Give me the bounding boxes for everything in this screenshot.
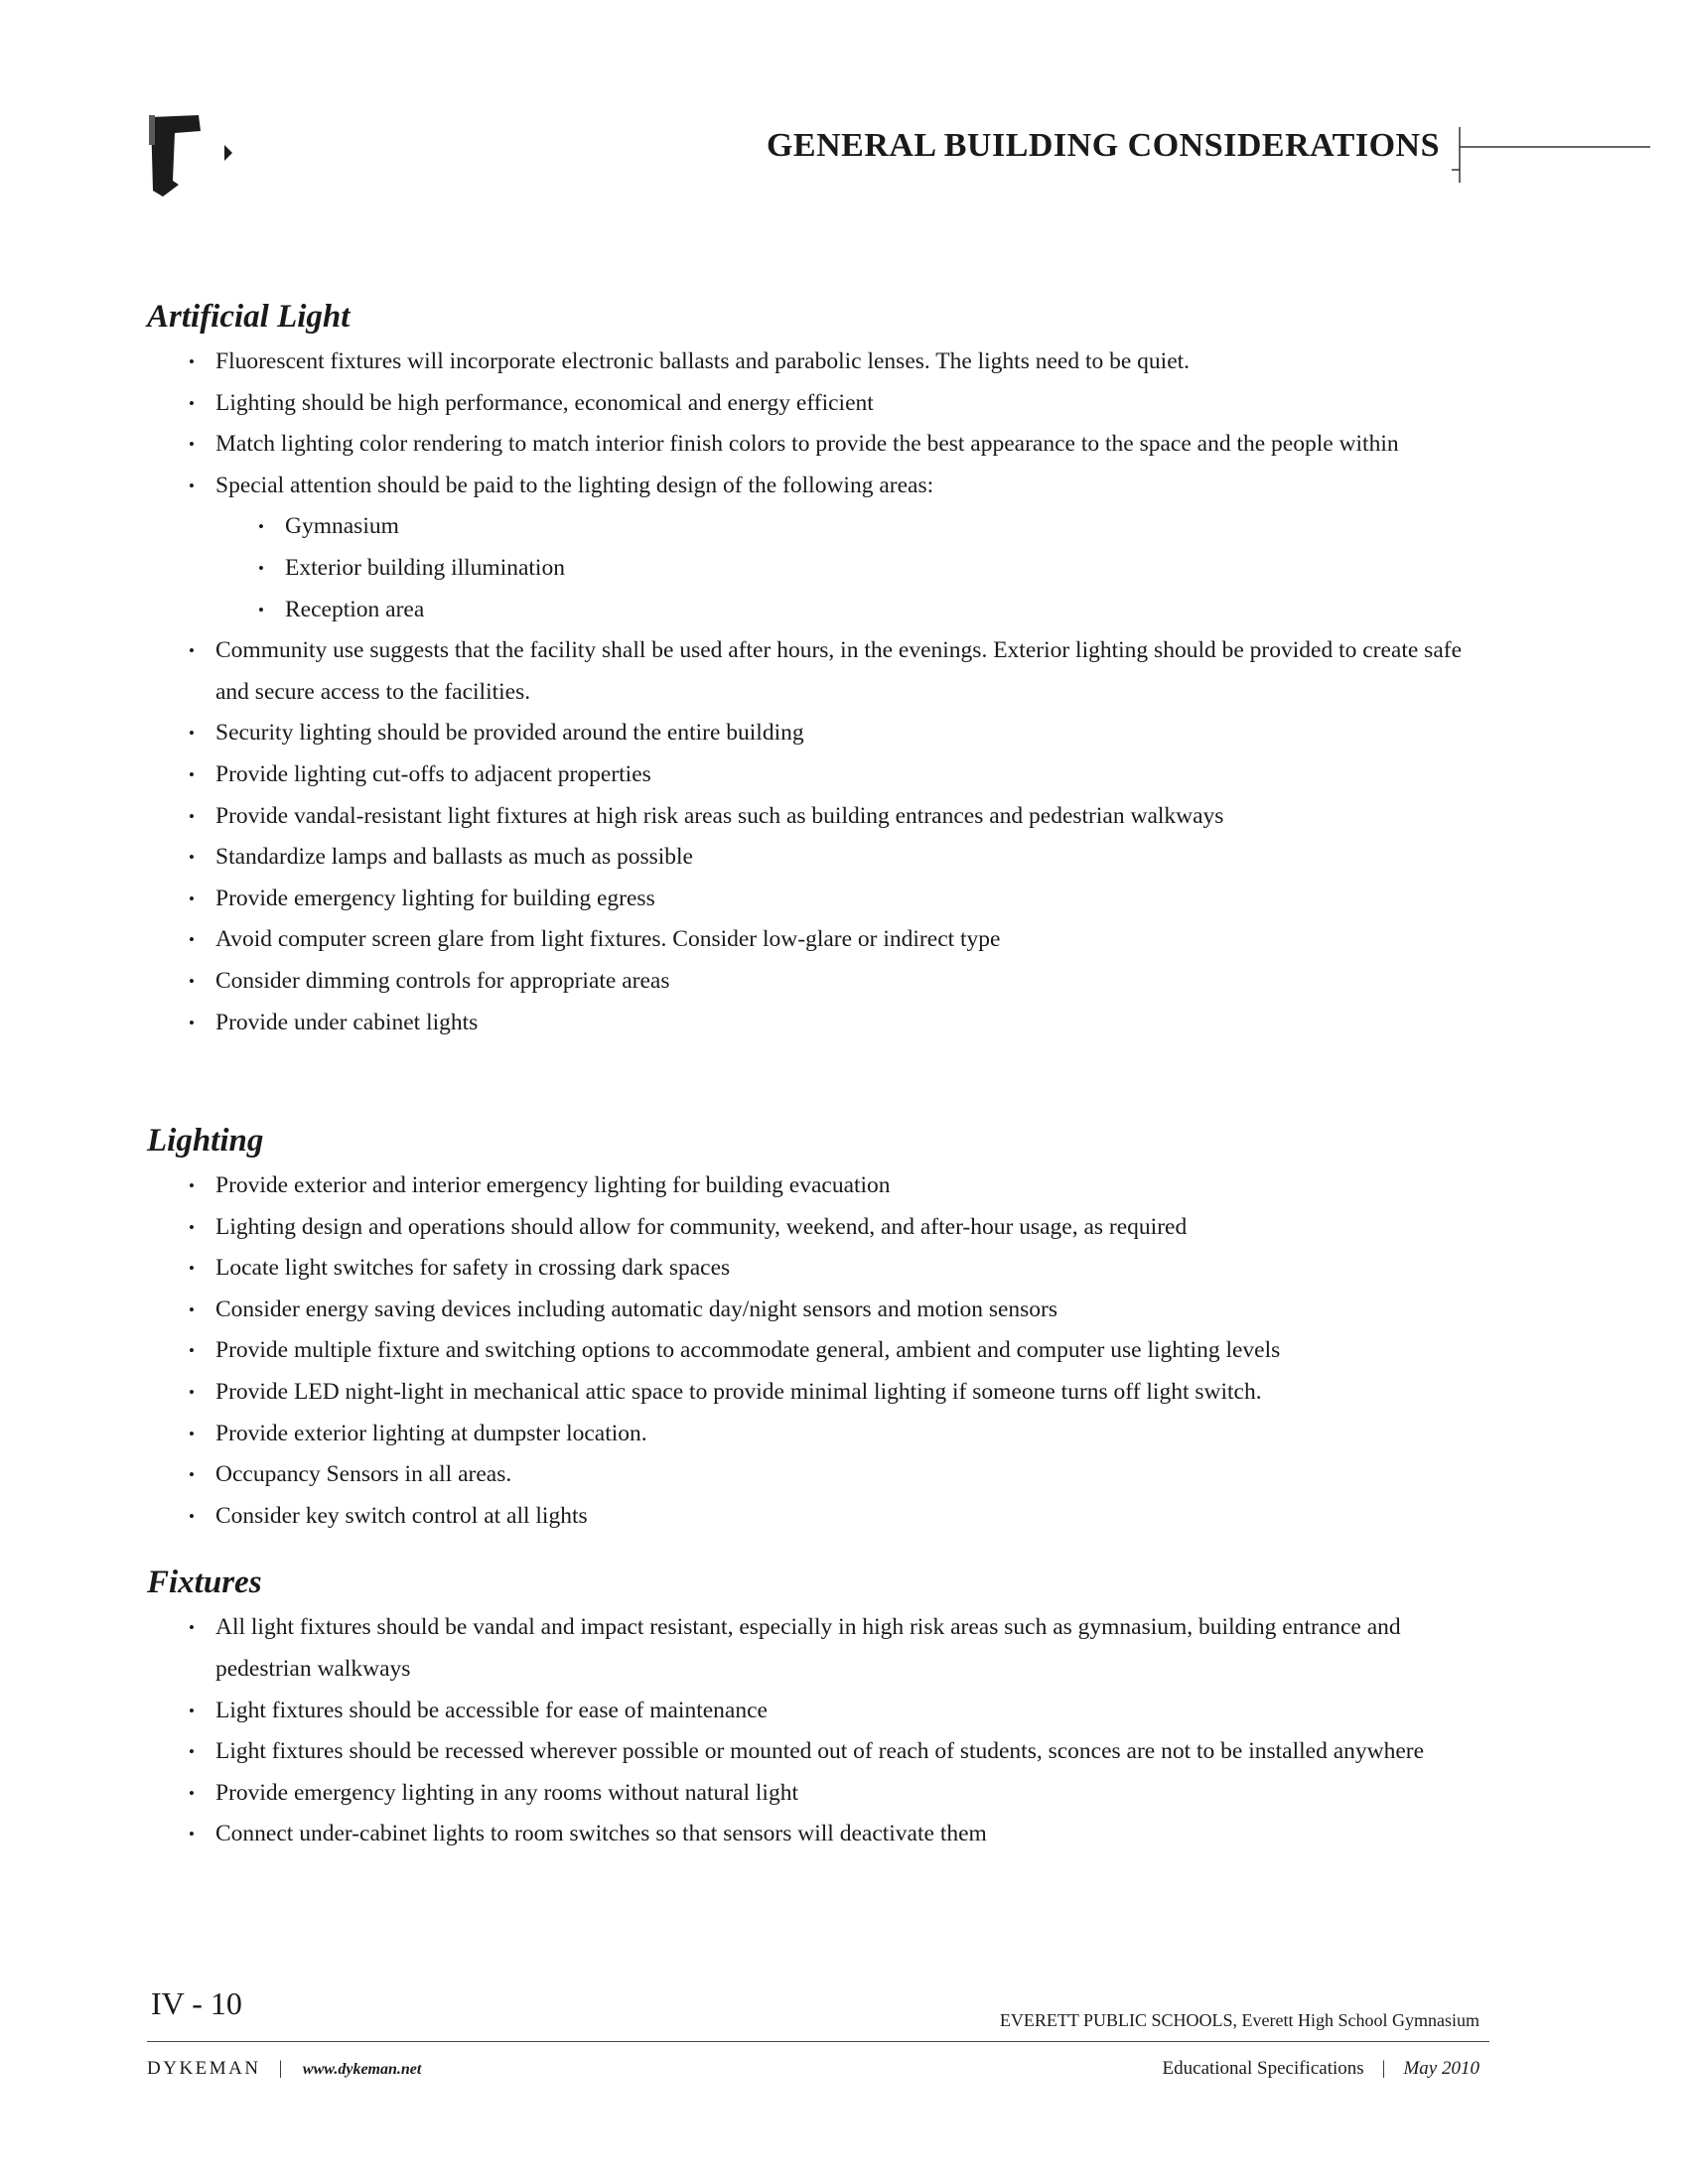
bullet-list bbox=[147, 1165, 1497, 1537]
list-item: • Provide emergency lighting for building egress bbox=[189, 879, 1497, 920]
list-item: • Provide vandal-resistant light fixtures at high risk areas such as building entrances and pedestrian walkways bbox=[189, 796, 1497, 838]
list-item: • Locate light switches for safety in crossing dark spaces bbox=[189, 1248, 1497, 1290]
list-item: • All light fixtures should be vandal and impact resistant, especially in high risk areas such as gymnasium, building entrance and pedestrian walkways bbox=[189, 1607, 1497, 1690]
dykeman-logo-icon bbox=[145, 111, 254, 203]
footer-divider bbox=[147, 2041, 1489, 2042]
firm-name: DYKEMAN bbox=[147, 2058, 261, 2079]
firm-url: www.dykeman.net bbox=[302, 2061, 422, 2078]
bullet-list bbox=[147, 630, 1497, 1043]
footer-firm bbox=[147, 2058, 421, 2080]
sub-list-item: • Exterior building illumination bbox=[258, 548, 1497, 590]
list-item: • Provide LED night-light in mechanical attic space to provide minimal lighting if someone turns off light switch. bbox=[189, 1372, 1497, 1414]
list-item: • Connect under-cabinet lights to room switches so that sensors will deactivate them bbox=[189, 1814, 1497, 1855]
list-item: • Lighting should be high performance, economical and energy efficient bbox=[189, 383, 1497, 425]
footer-document-info bbox=[1163, 2058, 1479, 2080]
section-artificial-light bbox=[147, 296, 1497, 1043]
bullet-list bbox=[147, 341, 1497, 506]
section-lighting bbox=[147, 1120, 1497, 1537]
list-item: • Consider energy saving devices including automatic day/night sensors and motion sensors bbox=[189, 1290, 1497, 1331]
sub-list-item: • Gymnasium bbox=[258, 506, 1497, 548]
list-item: • Community use suggests that the facility shall be used after hours, in the evenings. Exterior lighting should be provided to create safe and secure access to the facilities. bbox=[189, 630, 1497, 713]
list-item: • Occupancy Sensors in all areas. bbox=[189, 1454, 1497, 1496]
footer-project-name: EVERETT PUBLIC SCHOOLS, Everett High School Gymnasium bbox=[999, 2010, 1479, 2030]
list-item: • Provide multiple fixture and switching options to accommodate general, ambient and computer use lighting levels bbox=[189, 1330, 1497, 1372]
list-item: • Provide exterior lighting at dumpster location. bbox=[189, 1414, 1497, 1455]
list-item: • Provide exterior and interior emergency lighting for building evacuation bbox=[189, 1165, 1497, 1207]
footer-separator: | bbox=[1381, 2058, 1386, 2079]
list-item: • Avoid computer screen glare from light fixtures. Consider low-glare or indirect type bbox=[189, 919, 1497, 961]
footer-separator: | bbox=[278, 2058, 285, 2079]
list-item: • Match lighting color rendering to match interior finish colors to provide the best appearance to the space and the people within bbox=[189, 424, 1497, 466]
document-date: May 2010 bbox=[1403, 2058, 1479, 2079]
header-rule-mark bbox=[1452, 127, 1650, 187]
list-item: • Lighting design and operations should allow for community, weekend, and after-hour usage, as required bbox=[189, 1207, 1497, 1249]
section-heading: Artificial Light bbox=[147, 299, 351, 335]
document-body bbox=[147, 296, 1497, 1855]
document-title: Educational Specifications bbox=[1162, 2058, 1364, 2079]
section-heading: Fixtures bbox=[147, 1565, 262, 1601]
list-item: • Fluorescent fixtures will incorporate electronic ballasts and parabolic lenses. The lights need to be quiet. bbox=[189, 341, 1497, 383]
section-heading: Lighting bbox=[147, 1123, 264, 1160]
page-number: IV - 10 bbox=[151, 1985, 242, 2021]
page-title: GENERAL BUILDING CONSIDERATIONS bbox=[766, 127, 1440, 164]
list-item: • Provide under cabinet lights bbox=[189, 1003, 1497, 1044]
bullet-list bbox=[147, 1607, 1497, 1855]
list-item: • Special attention should be paid to the lighting design of the following areas: bbox=[189, 466, 1497, 507]
sub-bullet-list bbox=[147, 506, 1497, 630]
list-item: • Security lighting should be provided around the entire building bbox=[189, 713, 1497, 754]
list-item: • Light fixtures should be recessed wherever possible or mounted out of reach of students, sconces are not to be installed anywhere bbox=[189, 1731, 1497, 1773]
list-item: • Provide emergency lighting in any rooms without natural light bbox=[189, 1773, 1497, 1815]
list-item: • Consider dimming controls for appropriate areas bbox=[189, 961, 1497, 1003]
list-item: • Standardize lamps and ballasts as much as possible bbox=[189, 837, 1497, 879]
list-item: • Provide lighting cut-offs to adjacent properties bbox=[189, 754, 1497, 796]
list-item: • Light fixtures should be accessible for ease of maintenance bbox=[189, 1691, 1497, 1732]
sub-list-item: • Reception area bbox=[258, 590, 1497, 631]
section-fixtures bbox=[147, 1562, 1497, 1855]
list-item: • Consider key switch control at all lights bbox=[189, 1496, 1497, 1538]
